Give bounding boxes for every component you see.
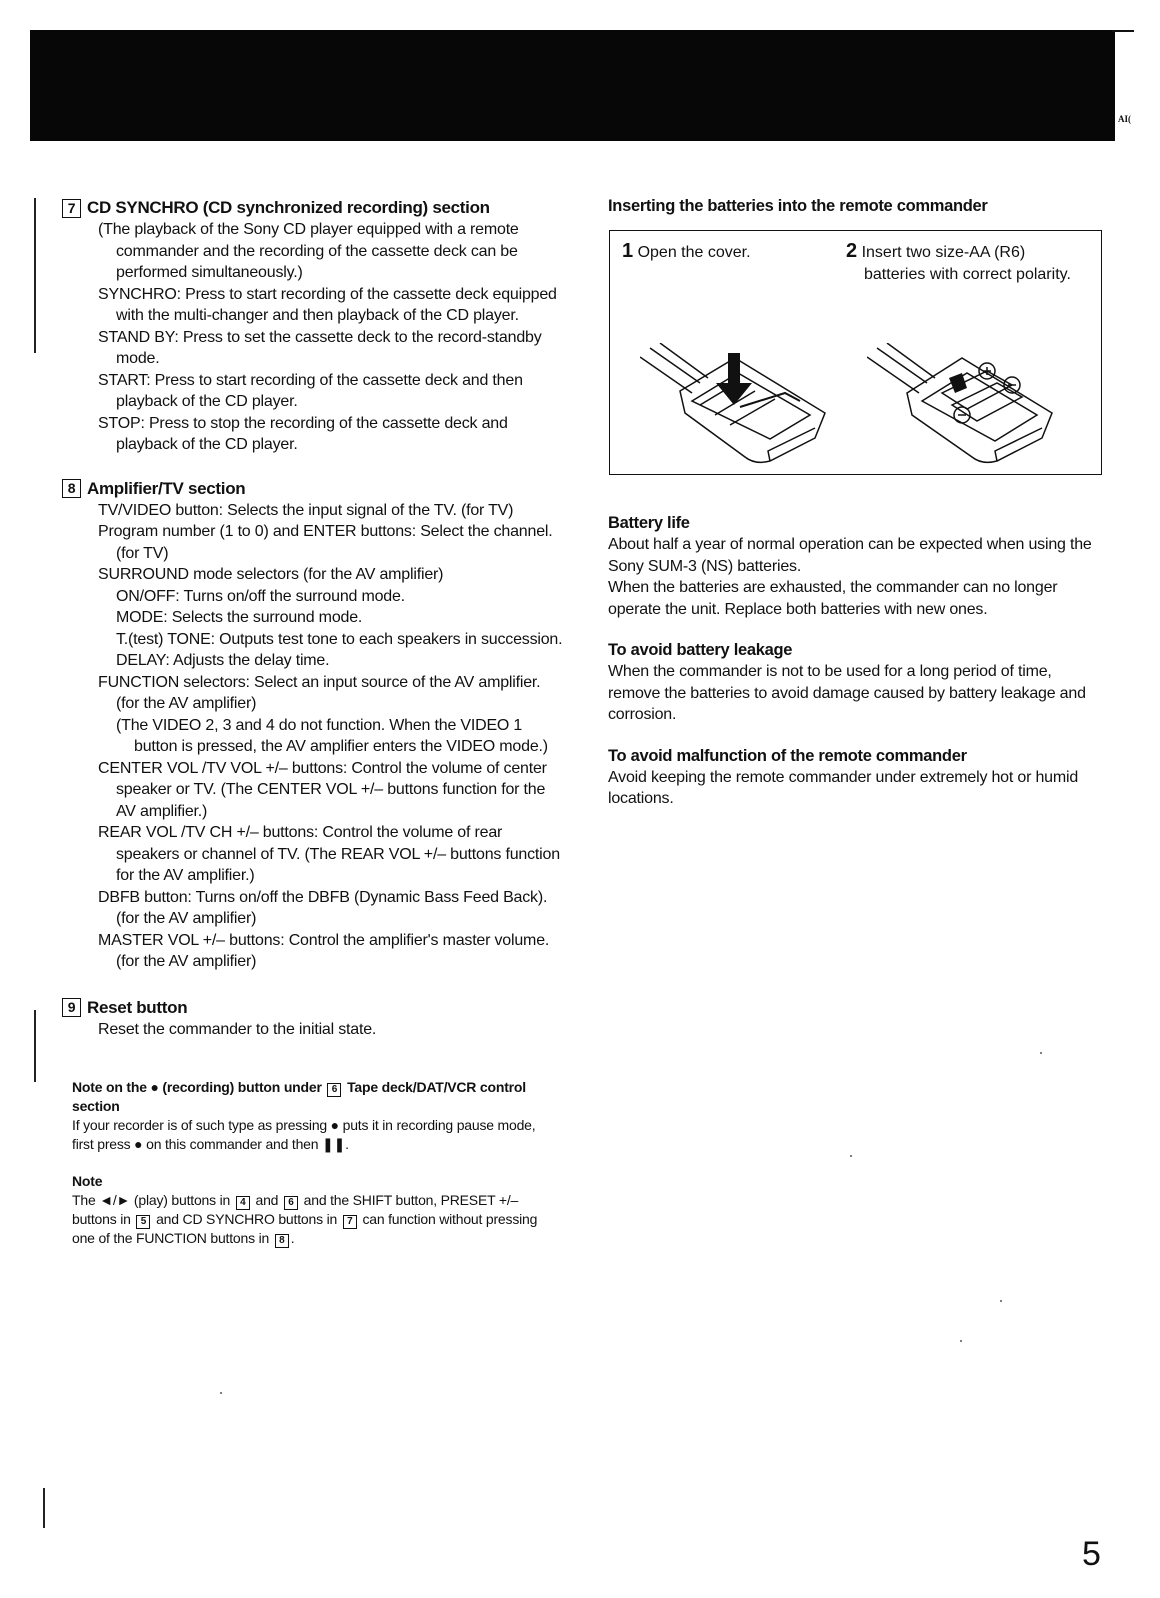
step-text: Insert two size-AA (R6) batteries with correct polarity. bbox=[861, 244, 1071, 283]
note-text: If your recorder is of such type as pressing ● puts it in recording pause mode, first press ● on this commander and then ❚❚. bbox=[72, 1117, 536, 1152]
left-column bbox=[62, 197, 567, 1248]
section-body bbox=[62, 500, 567, 973]
note-title: Note bbox=[72, 1173, 103, 1189]
step-text: Open the cover. bbox=[637, 244, 751, 261]
inserting-batteries-title: Inserting the batteries into the remote commander bbox=[608, 197, 988, 215]
header-black-bar bbox=[30, 30, 1115, 141]
section-line: (The playback of the Sony CD player equipped with a remote commander and the recording of the cassette deck can be performed simultaneously.) bbox=[98, 221, 519, 281]
section-line: STAND BY: Press to set the cassette deck to the record-standby mode. bbox=[98, 328, 542, 367]
section-body bbox=[62, 1019, 567, 1041]
section-line: T.(test) TONE: Outputs test tone to each speakers in succession. bbox=[116, 630, 563, 648]
note-text-part: The ◄/► (play) buttons in bbox=[72, 1192, 234, 1208]
battery-leakage-text: When the commander is not to be used for a long period of time, remove the batteries to avoid damage caused by battery leakage and corrosion. bbox=[608, 663, 1086, 723]
note-text bbox=[72, 1191, 557, 1248]
section-line: CENTER VOL /TV VOL +/– buttons: Control the volume of center speaker or TV. (The CENTER VOL +/– buttons function for the AV amplifier.) bbox=[98, 759, 547, 820]
section-number-box: 8 bbox=[62, 479, 81, 498]
header-code: AI( bbox=[1118, 114, 1131, 124]
note-general bbox=[62, 1172, 557, 1248]
section-title bbox=[62, 997, 567, 1019]
section-amplifier-tv bbox=[62, 478, 567, 973]
section-line: (The VIDEO 2, 3 and 4 do not function. When the VIDEO 1 button is pressed, the AV amplifier enters the VIDEO mode.) bbox=[116, 716, 548, 755]
section-line: REAR VOL /TV CH +/– buttons: Control the volume of rear speakers or channel of TV. (The REAR VOL +/– buttons function for the AV amplifier.) bbox=[98, 824, 560, 884]
battery-info bbox=[608, 512, 1098, 810]
note-recording bbox=[62, 1078, 552, 1154]
section-number-box: 5 bbox=[136, 1215, 150, 1229]
section-title bbox=[62, 197, 567, 219]
section-title-text: Amplifier/TV section bbox=[87, 478, 246, 498]
margin-bar bbox=[34, 1010, 36, 1082]
section-line: DBFB button: Turns on/off the DBFB (Dynamic Bass Feed Back). (for the AV amplifier) bbox=[98, 888, 548, 927]
step-2 bbox=[846, 241, 1074, 285]
section-line: DELAY: Adjusts the delay time. bbox=[116, 652, 330, 669]
section-line: SURROUND mode selectors (for the AV amplifier) bbox=[98, 566, 444, 583]
section-number-box: 7 bbox=[62, 199, 81, 218]
battery-instructions-box bbox=[609, 230, 1102, 475]
scan-speck bbox=[850, 1155, 852, 1157]
battery-life-text: When the batteries are exhausted, the commander can no longer operate the unit. Replace both batteries with new ones. bbox=[608, 579, 1058, 618]
scan-speck bbox=[1000, 1300, 1002, 1302]
section-line: Program number (1 to 0) and ENTER buttons: Select the channel. (for TV) bbox=[98, 523, 553, 562]
section-number-box: 8 bbox=[275, 1234, 289, 1248]
section-cd-synchro bbox=[62, 197, 567, 456]
section-line: FUNCTION selectors: Select an input source of the AV amplifier. (for the AV amplifier) bbox=[98, 673, 541, 712]
section-line: SYNCHRO: Press to start recording of the cassette deck equipped with the multi-changer and then playback of the CD player. bbox=[98, 285, 557, 324]
scan-speck bbox=[220, 1392, 222, 1394]
note-title-text: Tape deck/DAT/VCR control section bbox=[72, 1079, 526, 1114]
step-number: 1 bbox=[622, 240, 634, 262]
note-text-part: and CD SYNCHRO buttons in bbox=[152, 1211, 341, 1227]
malfunction-title: To avoid malfunction of the remote commander bbox=[608, 746, 967, 765]
malfunction-text: Avoid keeping the remote commander under extremely hot or humid locations. bbox=[608, 768, 1079, 807]
section-number-box: 7 bbox=[343, 1215, 357, 1229]
section-line: MASTER VOL +/– buttons: Control the amplifier's master volume. (for the AV amplifier) bbox=[98, 931, 550, 970]
step-number: 2 bbox=[846, 240, 858, 262]
section-line: ON/OFF: Turns on/off the surround mode. bbox=[116, 587, 405, 605]
right-column bbox=[608, 195, 1098, 217]
section-line: STOP: Press to stop the recording of the cassette deck and playback of the CD player. bbox=[98, 414, 508, 453]
battery-life-title: Battery life bbox=[608, 514, 690, 532]
note-title bbox=[72, 1078, 552, 1116]
note-text-part: . bbox=[290, 1230, 295, 1246]
step-1 bbox=[622, 241, 751, 264]
margin-bar bbox=[43, 1488, 45, 1528]
section-number-box: 6 bbox=[284, 1196, 298, 1210]
section-number-box: 6 bbox=[327, 1083, 341, 1097]
section-line: Reset the commander to the initial state. bbox=[98, 1020, 377, 1038]
section-title-text: CD SYNCHRO (CD synchronized recording) section bbox=[87, 198, 490, 217]
scan-speck bbox=[960, 1340, 962, 1342]
section-title bbox=[62, 478, 567, 500]
section-line: MODE: Selects the surround mode. bbox=[116, 609, 363, 626]
note-text-part: and bbox=[251, 1192, 282, 1208]
header-rule bbox=[1112, 30, 1134, 32]
insert-batteries-illustration bbox=[867, 343, 1057, 468]
note-title-text: Note on the ● (recording) button under bbox=[72, 1079, 326, 1095]
battery-life-text: About half a year of normal operation can be expected when using the Sony SUM-3 (NS) batteries. bbox=[608, 536, 1092, 575]
open-cover-illustration bbox=[640, 343, 830, 468]
battery-leakage-title: To avoid battery leakage bbox=[608, 641, 793, 659]
section-number-box: 4 bbox=[236, 1196, 250, 1210]
section-line: TV/VIDEO button: Selects the input signal of the TV. (for TV) bbox=[98, 501, 514, 519]
scan-speck bbox=[1040, 1052, 1042, 1054]
note-text-part: can function without pressing one of the FUNCTION buttons in bbox=[72, 1211, 538, 1246]
note-text-part: and the SHIFT button, PRESET +/– buttons in bbox=[72, 1192, 519, 1227]
section-body bbox=[62, 219, 567, 456]
section-number-box: 9 bbox=[62, 998, 81, 1017]
margin-bar bbox=[34, 198, 36, 353]
page-number: 5 bbox=[1082, 1535, 1101, 1573]
section-title-text: Reset button bbox=[87, 997, 188, 1017]
section-reset bbox=[62, 997, 567, 1041]
section-line: START: Press to start recording of the cassette deck and then playback of the CD player. bbox=[98, 371, 523, 410]
